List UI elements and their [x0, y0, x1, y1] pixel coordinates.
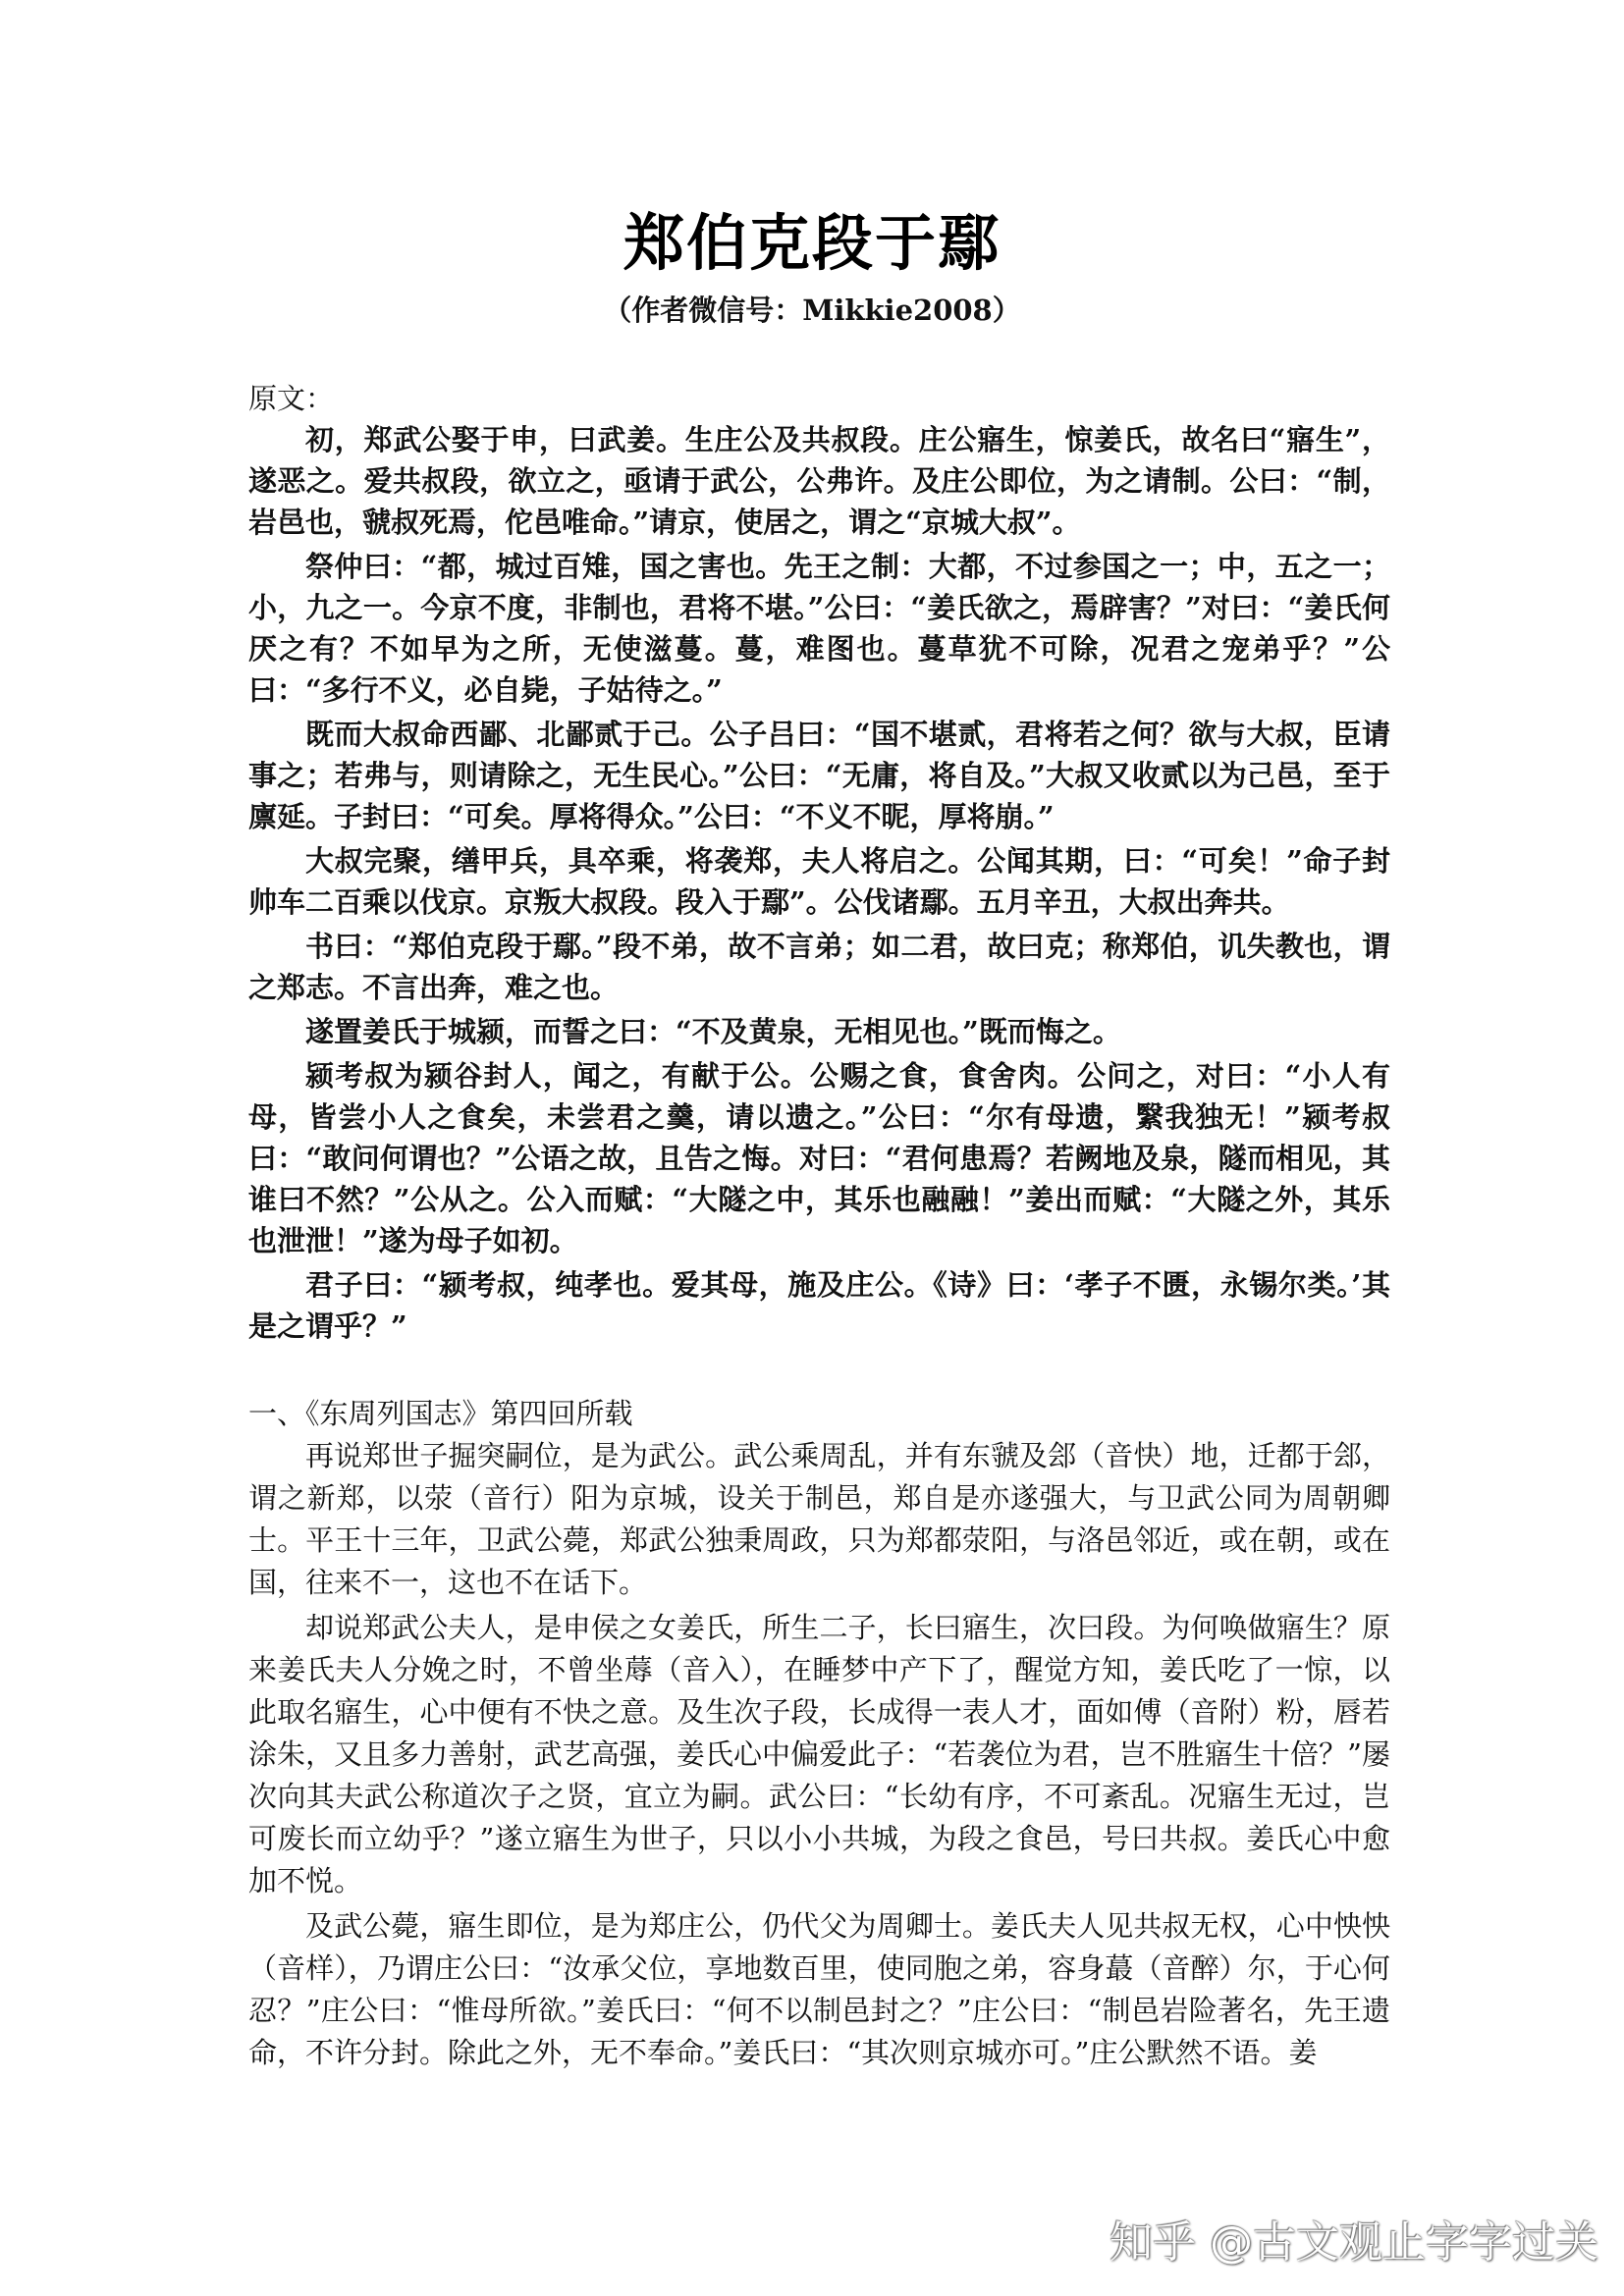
dongzhou-section — [248, 1393, 1390, 2074]
document-subtitle: （作者微信号：Mikkie2008） — [603, 294, 1021, 327]
original-paragraph: 祭仲曰：“都，城过百雉，国之害也。先王之制：大都，不过参国之一；中，五之一；小，九之一。今京不度，非制也，君将不堪。”公曰：“姜氏欲之，焉辟害？”对曰：“姜氏何厌之有？不如早为之所，无使滋蔓。蔓，难图也。蔓草犹不可除，况君之宠弟乎？”公曰：“多行不义，必自毙，子姑待之。” — [248, 550, 1390, 707]
zhihu-watermark: 知乎 @古文观止字字过关 — [1110, 2217, 1598, 2268]
original-paragraph: 大叔完聚，缮甲兵，具卒乘，将袭郑，夫人将启之。公闻其期，曰：“可矣！”命子封帅车二百乘以伐京。京叛大叔段。段入于鄢”。公伐诸鄢。五月辛丑，大叔出奔共。 — [248, 844, 1390, 919]
original-paragraph: 君子曰：“颍考叔，纯孝也。爱其母，施及庄公。《诗》曰：‘孝子不匮，永锡尔类。’其是之谓乎？” — [248, 1268, 1390, 1343]
section-paragraph: 却说郑武公夫人，是申侯之女姜氏，所生二子，长曰寤生，次曰段。为何唤做寤生？原来姜氏夫人分娩之时，不曾坐蓐（音入），在睡梦中产下了，醒觉方知，姜氏吃了一惊，以此取名寤生，心中便有不快之意。及生次子段，长成得一表人才，面如傅（音附）粉，唇若涂朱，又且多力善射，武艺高强，姜氏心中偏爱此子：“若袭位为君，岂不胜寤生十倍？”屡次向其夫武公称道次子之贤，宜立为嗣。武公曰：“长幼有序，不可紊乱。况寤生无过，岂可废长而立幼乎？”遂立寤生为世子，只以小小共城，为段之食邑，号曰共叔。姜氏心中愈加不悦。 — [248, 1611, 1390, 1897]
original-label: 原文： — [248, 382, 335, 415]
section-heading: 一、《东周列国志》第四回所载 — [248, 1397, 633, 1430]
original-paragraph: 初，郑武公娶于申，曰武姜。生庄公及共叔段。庄公寤生，惊姜氏，故名曰“寤生”，遂恶之。爱共叔段，欲立之，亟请于武公，公弗许。及庄公即位，为之请制。公曰：“制，岩邑也，虢叔死焉，佗邑唯命。”请京，使居之，谓之“京城大叔”。 — [248, 423, 1390, 539]
original-text-section — [248, 378, 1390, 1347]
original-paragraph: 书曰：“郑伯克段于鄢。”段不弟，故不言弟；如二君，故曰克；称郑伯，讥失教也，谓之郑志。不言出奔，难之也。 — [248, 930, 1390, 1004]
original-paragraph: 颍考叔为颍谷封人，闻之，有献于公。公赐之食，食舍肉。公问之，对曰：“小人有母，皆尝小人之食矣，未尝君之羹，请以遗之。”公曰：“尔有母遗，繄我独无！”颍考叔曰：“敢问何谓也？”公语之故，且告之悔。对曰：“君何患焉？若阙地及泉，隧而相见，其谁曰不然？”公从之。公入而赋：“大隧之中，其乐也融融！”姜出而赋：“大隧之外，其乐也泄泄！”遂为母子如初。 — [248, 1059, 1390, 1257]
section-paragraph: 再说郑世子掘突嗣位，是为武公。武公乘周乱，并有东虢及郐（音快）地，迁都于郐，谓之新郑，以荥（音行）阳为京城，设关于制邑，郑自是亦遂强大，与卫武公同为周朝卿士。平王十三年，卫武公薨，郑武公独秉周政，只为郑都荥阳，与洛邑邻近，或在朝，或在国，往来不一，这也不在话下。 — [248, 1439, 1390, 1599]
document-body — [248, 378, 1390, 2074]
document-title: 郑伯克段于鄢 — [623, 207, 1001, 279]
original-paragraph: 既而大叔命西鄙、北鄙贰于己。公子吕曰：“国不堪贰，君将若之何？欲与大叔，臣请事之；若弗与，则请除之，无生民心。”公曰：“无庸，将自及。”大叔又收贰以为己邑，至于廪延。子封曰：“可矣。厚将得众。”公曰：“不义不昵，厚将崩。” — [248, 718, 1390, 833]
section-paragraph: 及武公薨，寤生即位，是为郑庄公，仍代父为周卿士。姜氏夫人见共叔无权，心中怏怏（音样），乃谓庄公曰：“汝承父位，享地数百里，使同胞之弟，容身蕞（音醉）尔，于心何忍？”庄公曰：“惟母所欲。”姜氏曰：“何不以制邑封之？”庄公曰：“制邑岩险著名，先王遗命，不许分封。除此之外，无不奉命。”姜氏曰：“其次则京城亦可。”庄公默然不语。姜 — [248, 1909, 1390, 2069]
original-paragraph: 遂置姜氏于城颍，而誓之曰：“不及黄泉，无相见也。”既而悔之。 — [305, 1015, 1121, 1048]
